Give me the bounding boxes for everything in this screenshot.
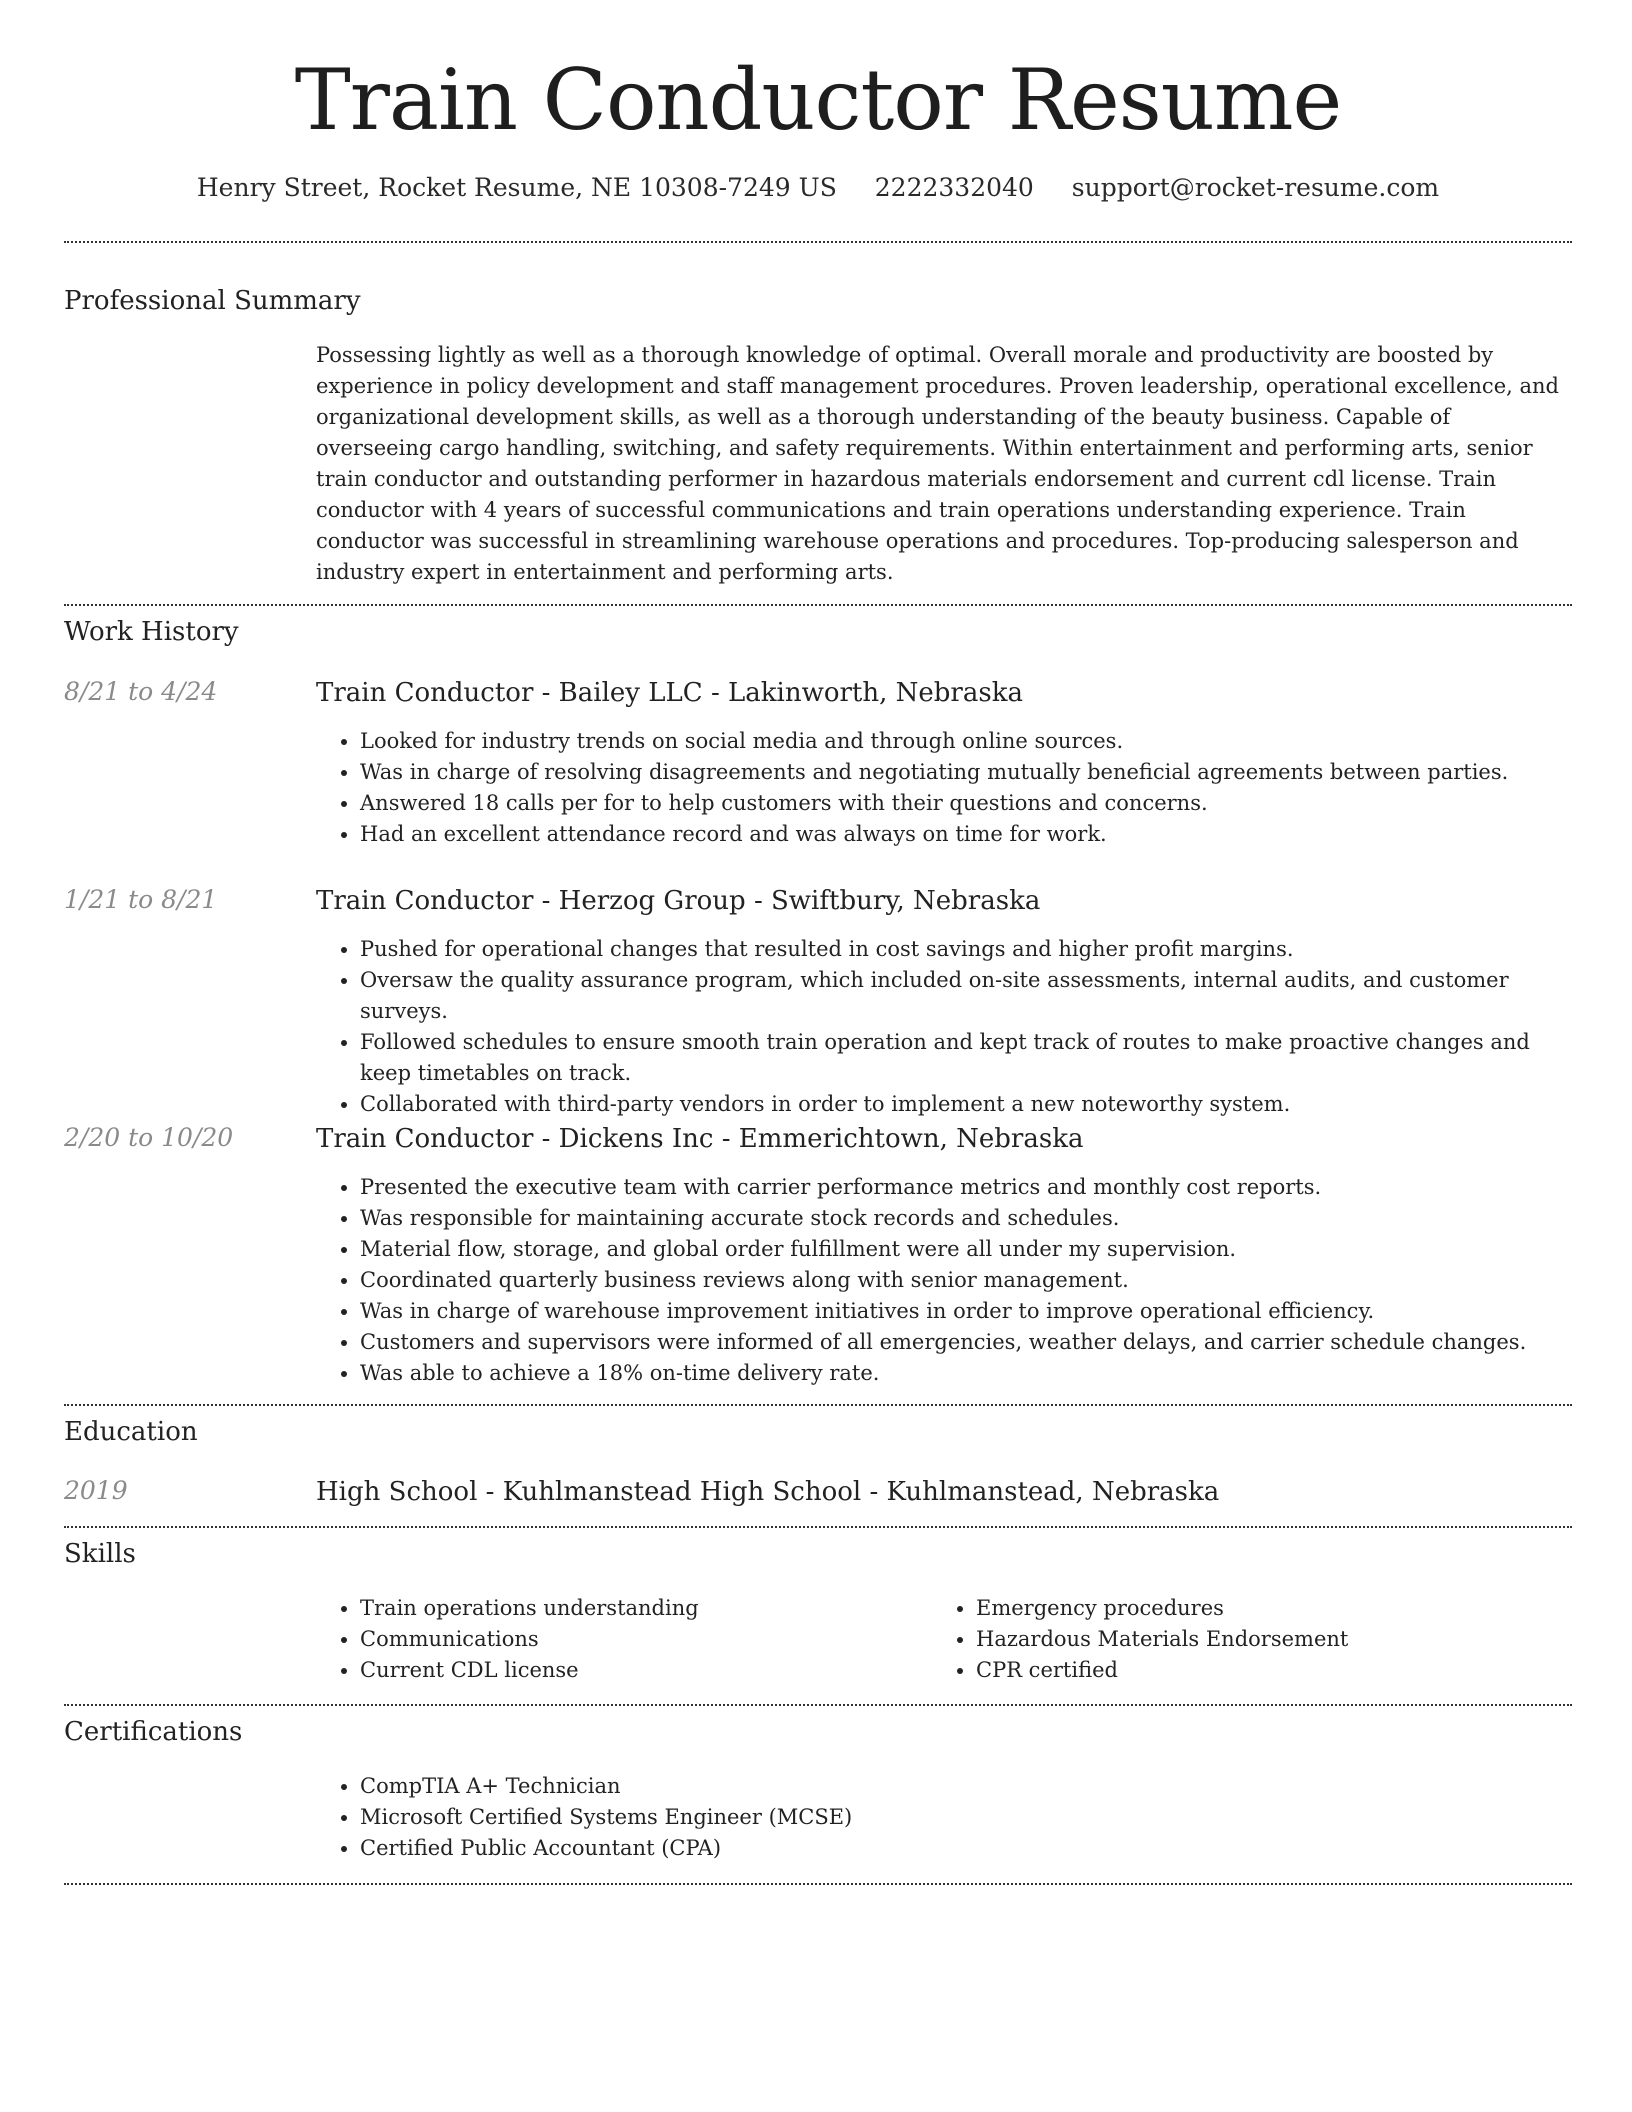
job-title: Train Conductor - Herzog Group - Swiftbury, Nebraska	[316, 886, 1041, 916]
job-bullet: • Coordinated quarterly business reviews along with senior management.	[360, 1265, 1572, 1296]
contact-phone: 2222332040	[874, 173, 1034, 202]
job-bullet: • Was in charge of warehouse improvement initiatives in order to improve operational efficiency.	[360, 1296, 1572, 1327]
skill-item: • CPR certified	[976, 1655, 1532, 1686]
job-bullet: • Was able to achieve a 18% on-time delivery rate.	[360, 1358, 1572, 1389]
contact-line	[64, 170, 1572, 206]
skill-item: • Hazardous Materials Endorsement	[976, 1624, 1532, 1655]
job-dates: 1/21 to 8/21	[64, 885, 218, 914]
job-title: Train Conductor - Bailey LLC - Lakinworth, Nebraska	[316, 678, 1023, 708]
summary-text: Possessing lightly as well as a thorough knowledge of optimal. Overall morale and productivity are boosted by experience in policy development and staff management procedures. Proven leadership, operational excellence, and organizational development skills, as well as a thorough understanding of the beauty business. Capable of overseeing cargo handling, switching, and safety requirements. Within entertainment and performing arts, senior train conductor and outstanding performer in hazardous materials endorsement and current cdl license. Train conductor with 4 years of successful communications and train operations understanding experience. Train conductor was successful in streamlining warehouse operations and procedures. Top-producing salesperson and industry expert in entertainment and performing arts.	[316, 343, 1559, 584]
education-year: 2019	[64, 1476, 128, 1505]
job-bullet: • Was in charge of resolving disagreements and negotiating mutually beneficial agreements between parties.	[360, 757, 1572, 788]
job-bullets	[316, 726, 1572, 850]
job-dates: 8/21 to 4/24	[64, 677, 218, 706]
certification-item: • Certified Public Accountant (CPA)	[360, 1833, 1572, 1864]
resume-title: Train Conductor Resume	[294, 51, 1342, 149]
education-entry: High School - Kuhlmanstead High School - Kuhlmanstead, Nebraska	[316, 1477, 1220, 1507]
job-bullet: • Followed schedules to ensure smooth train operation and kept track of routes to make proactive changes and keep timetables on track.	[360, 1027, 1572, 1089]
skill-item: • Train operations understanding	[360, 1593, 916, 1624]
certifications-list	[316, 1771, 1572, 1864]
divider	[64, 1704, 1572, 1706]
job-bullet: • Material flow, storage, and global order fulfillment were all under my supervision.	[360, 1234, 1572, 1265]
skills-list-right	[932, 1593, 1532, 1686]
divider	[64, 241, 1572, 243]
divider	[64, 604, 1572, 606]
divider	[64, 1883, 1572, 1885]
skills-list-left	[316, 1593, 916, 1686]
job-bullet: • Looked for industry trends on social media and through online sources.	[360, 726, 1572, 757]
job-dates: 2/20 to 10/20	[64, 1123, 234, 1152]
section-heading-skills: Skills	[64, 1539, 136, 1569]
job-bullet: • Collaborated with third-party vendors in order to implement a new noteworthy system.	[360, 1089, 1572, 1120]
certification-item: • Microsoft Certified Systems Engineer (MCSE)	[360, 1802, 1572, 1833]
job-bullets	[316, 1172, 1572, 1389]
job-bullet: • Pushed for operational changes that resulted in cost savings and higher profit margins.	[360, 934, 1572, 965]
certification-item: • CompTIA A+ Technician	[360, 1771, 1572, 1802]
job-title: Train Conductor - Dickens Inc - Emmerichtown, Nebraska	[316, 1124, 1084, 1154]
skill-item: • Current CDL license	[360, 1655, 916, 1686]
skill-item: • Emergency procedures	[976, 1593, 1532, 1624]
job-bullet: • Answered 18 calls per for to help customers with their questions and concerns.	[360, 788, 1572, 819]
section-heading-certifications: Certifications	[64, 1717, 243, 1747]
job-bullet: • Oversaw the quality assurance program, which included on-site assessments, internal audits, and customer surveys.	[360, 965, 1572, 1027]
section-heading-summary: Professional Summary	[64, 286, 361, 316]
section-heading-work-history: Work History	[64, 617, 239, 647]
job-bullet: • Had an excellent attendance record and was always on time for work.	[360, 819, 1572, 850]
job-bullet: • Was responsible for maintaining accurate stock records and schedules.	[360, 1203, 1572, 1234]
contact-email: support@rocket-resume.com	[1071, 173, 1440, 202]
skill-item: • Communications	[360, 1624, 916, 1655]
job-bullet: • Presented the executive team with carrier performance metrics and monthly cost reports.	[360, 1172, 1572, 1203]
divider	[64, 1526, 1572, 1528]
job-bullet: • Customers and supervisors were informed of all emergencies, weather delays, and carrier schedule changes.	[360, 1327, 1572, 1358]
section-heading-education: Education	[64, 1417, 198, 1447]
contact-address: Henry Street, Rocket Resume, NE 10308-7249 US	[196, 173, 837, 202]
divider	[64, 1404, 1572, 1406]
job-bullets	[316, 934, 1572, 1120]
